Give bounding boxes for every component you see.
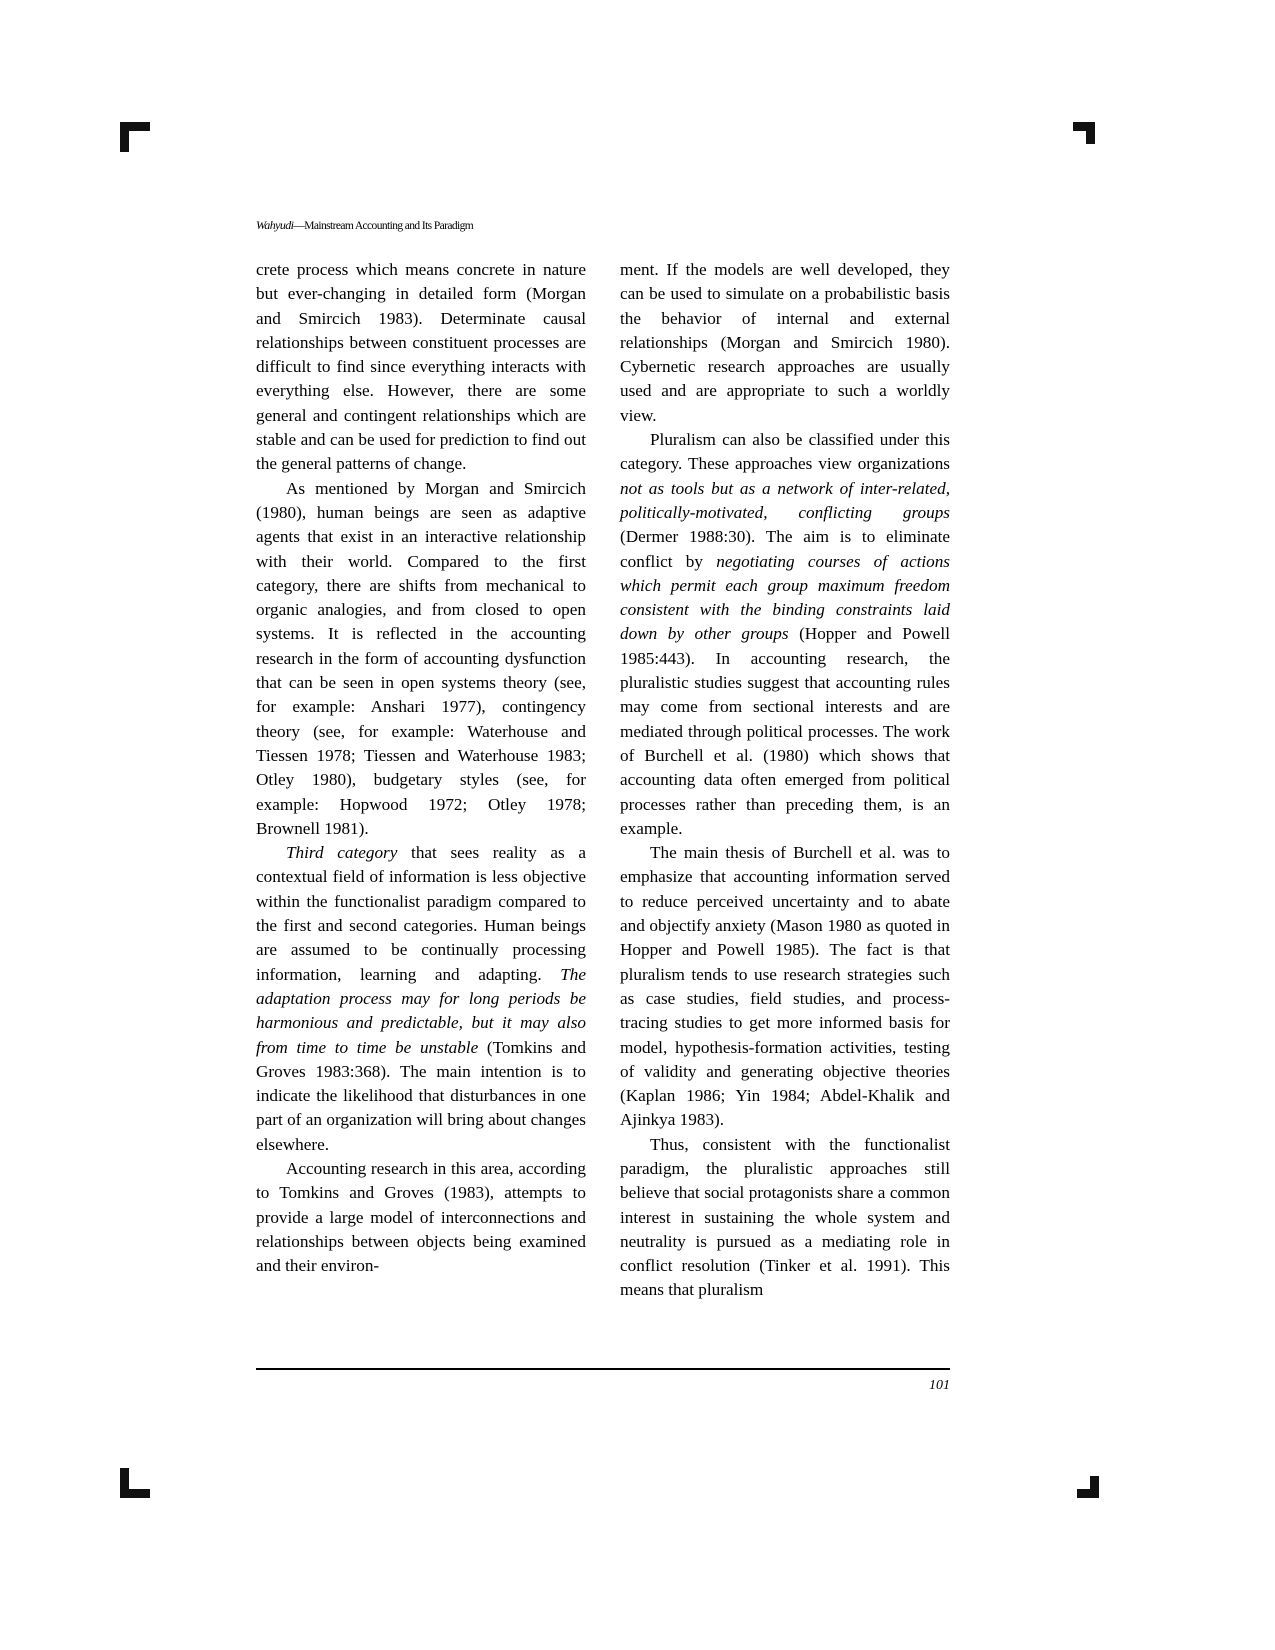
body-text: The main thesis of Burchell et al. was to emphasize that accounting information served to reduce perceived uncertainty and to abate and objectify anxiety (Mason 1980 as quoted in Hopper and Powell 1985). The fact is that pluralism tends to use research strategies such as case studies, field studies, and process-tracing studies to get more informed basis for model, hypothesis-formation activities, testing of validity and generating objective theories (Kaplan 1986; Yin 1984; Abdel-Khalik and Ajinkya 1983). [620, 843, 950, 1130]
emphasis-text: negotiating courses of actions which permit each group maximum freedom consistent with the binding constraints laid down by other groups [620, 551, 950, 644]
body-text: Thus, consistent with the functionalist paradigm, the pluralistic approaches still believe that social protagonists share a common interest in sustaining the whole system and neutrality is pursued as a mediating role in conflict resolution (Tinker et al. 1991). This means that pluralism [620, 1134, 950, 1300]
crop-mark-top-left [120, 122, 150, 152]
body-paragraph [620, 1133, 950, 1303]
body-text: Accounting research in this area, according to Tomkins and Groves (1983), attempts to provide a large model of interconnections and relationships between objects being examined and their environ- [256, 1158, 586, 1276]
emphasis-text: Third category [286, 843, 398, 863]
body-text: crete process which means concrete in nature but ever-changing in detailed form (Morgan and Smircich 1983). Determinate causal relationships between constituent processes are difficult to find since everything interacts with everything else. However, there are some general and contingent relationships which are stable and can be used for prediction to find out the general patterns of change. [256, 260, 586, 474]
body-paragraph [620, 841, 950, 1133]
running-head-separator: — [293, 220, 305, 232]
column-left [256, 258, 586, 1303]
body-paragraph [256, 841, 586, 1157]
body-paragraph [256, 1157, 586, 1278]
body-text: Pluralism can also be classified under this category. These approaches view organizations [620, 430, 950, 474]
body-text: ment. If the models are well developed, they can be used to simulate on a probabilistic basis the behavior of internal and external relationships (Morgan and Smircich 1980). Cybernetic research approaches are usually used and are appropriate to such a worldly view. [620, 260, 950, 425]
emphasis-text: The adaptation process may for long periods be harmonious and predictable, but it may also from time to time be unstable [256, 964, 586, 1057]
crop-mark-bottom-right [1069, 1468, 1099, 1498]
running-head [256, 218, 956, 233]
footer-divider [256, 1368, 950, 1370]
crop-mark-bottom-left [120, 1468, 150, 1498]
column-right [620, 258, 950, 1303]
body-text: As mentioned by Morgan and Smircich (1980), human beings are seen as adaptive agents that exist in an interactive relationship with their world. Compared to the first category, there are shifts from mechanical to organic analogies, and from closed to open systems. It is reflected in the accounting research in the form of accounting dysfunction that can be seen in open systems theory (see, for example: Anshari 1977), contingency theory (see, for example: Waterhouse and Tiessen 1978; Tiessen and Waterhouse 1983; Otley 1980), budgetary styles (see, for example: Hopwood 1972; Otley 1978; Brownell 1981). [256, 478, 586, 838]
body-paragraph [256, 477, 586, 841]
crop-mark-top-right [1065, 122, 1095, 152]
body-text: that sees reality as a contextual field of information is less objective within the functionalist paradigm compared to the first and second categories. Human beings are assumed to be continually processing information, learning and adapting. [256, 843, 586, 984]
body-paragraph [256, 258, 586, 477]
body-paragraph [620, 258, 950, 428]
page-number: 101 [929, 1378, 950, 1393]
running-head-author: Wahyudi [256, 218, 294, 232]
body-text: (Hopper and Powell 1985:443). In accounting research, the pluralistic studies suggest that accounting rules may come from sectional interests and are mediated through political processes. The work of Burchell et al. (1980) which shows that accounting data often emerged from political processes rather than preceding them, is an example. [620, 624, 950, 838]
emphasis-text: not as tools but as a network of inter-related, politically-motivated, conflicting groups [620, 478, 950, 522]
body-paragraph [620, 428, 950, 841]
body-text: (Tomkins and Groves 1983:368). The main intention is to indicate the likelihood that disturbances in one part of an organization will bring about changes elsewhere. [256, 1037, 586, 1154]
body-columns [256, 258, 950, 1303]
running-head-title: Mainstream Accounting and Its Paradigm [304, 220, 474, 232]
body-text: (Dermer 1988:30). The aim is to eliminate conflict by [620, 527, 950, 571]
